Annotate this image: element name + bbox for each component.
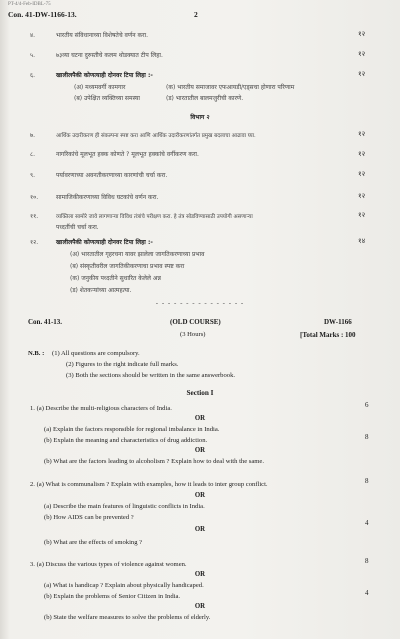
q3a-marks: 8 [365, 557, 369, 565]
mr-q6-opt-a: (अ) मध्यमवर्गी कामगार [74, 84, 126, 91]
mr-q10-num: १०. [30, 194, 39, 201]
q2b-marks: 4 [365, 519, 369, 527]
q1b-alt: (b) What are the factors leading to alcoholism ? Explain how to deal with the same. [44, 458, 264, 465]
section-1-title: Section I [186, 389, 214, 397]
q1a-alt: (a) Explain the factors responsible for regional imbalance in India. [44, 426, 220, 433]
page-number: 2 [194, 10, 198, 19]
mr-q6-opt-b: (ब) उपेक्षित व्यक्तिच्या समस्या [74, 95, 140, 102]
q1a: 1. (a) Describe the multi-religious characters of India. [30, 405, 172, 412]
header-code: Con. 41-DW-1166-13. [8, 10, 77, 19]
con-code: Con. 41-13. [28, 318, 63, 326]
mr-q4-marks: १२ [358, 30, 366, 38]
mr-q8-text: नागरिकांचे मूलभूत हक्क कोणते ? मूलभूत हक्कांचे वर्गीकरण करा. [56, 151, 199, 158]
mr-q6-marks: १२ [358, 70, 366, 78]
q1a-marks: 6 [365, 401, 369, 409]
q2b: (b) How AIDS can be prevented ? [44, 514, 134, 521]
note-1: (1) All questions are compulsory. [52, 350, 140, 357]
mr-q9-marks: १२ [358, 170, 366, 178]
top-code: PT-4/4-Feb-IDBL-75 [8, 2, 51, 7]
nb-label: N.B. : [28, 350, 45, 357]
note-2: (2) Figures to the right indicate full marks. [66, 361, 179, 368]
mr-q9-text: पर्यावरणाच्या अवनतीकरणाच्या कारणांची चर्चा करा. [56, 172, 168, 179]
mr-q11-num: ११. [30, 213, 39, 220]
mr-q4-num: ४. [30, 32, 36, 39]
note-3: (3) Both the sections should be written in the same answerbook. [66, 372, 236, 379]
dw-code: DW-1166 [324, 318, 352, 326]
q3a-alt: (a) What is handicap ? Explain about physically handicaped. [44, 582, 204, 589]
duration: (3 Hours) [180, 331, 206, 338]
or-q2b: OR [194, 526, 206, 533]
or-q1b: OR [194, 447, 206, 454]
mr-q7-text: आर्थिक उदारीकरण ही संकल्पना स्पष्ट करा आणि आर्थिक उदारीकरणांतर्गत प्रमुख बदलाचा आढावा घ्या. [56, 133, 256, 139]
mr-q11-text2: पध्दतींची चर्चा करा. [56, 224, 99, 231]
mr-q7-num: ७. [30, 132, 36, 139]
q3a: 3. (a) Discuss the various types of violence against women. [30, 561, 187, 568]
mr-q5-text: ७३व्या घटना दुरुस्तीचे कलम थोडक्यात टीप लिहा. [56, 52, 163, 59]
separator-dashes: - - - - - - - - - - - - - - - [155, 299, 245, 307]
mr-q10-text: सामाजिकीकरणाच्या विविध घटकांचे वर्णन करा. [56, 194, 159, 201]
mr-q6-opt-c: (क) भारतीय समाजावर एफआयडी/एड्सचा होणारा परिणाम [166, 84, 295, 91]
or-q3a: OR [194, 571, 206, 578]
course-label: (OLD COURSE) [170, 318, 221, 326]
q2a: 2. (a) What is communalism ? Explain with examples, how it leads to inter group conflict. [30, 481, 268, 488]
mr-q5-marks: १२ [358, 50, 366, 58]
mr-q4-text: भारतीय संविधानाच्या विशेषतेचे वर्णन करा. [56, 32, 148, 39]
total-marks: [Total Marks : 100 [300, 331, 356, 339]
or-q1a: OR [194, 415, 206, 422]
mr-q10-marks: १२ [358, 192, 366, 200]
q1b: (b) Explain the meaning and characteristics of drug addiction. [44, 437, 208, 444]
mr-q6-num: ६. [30, 72, 36, 79]
or-q2a: OR [194, 492, 206, 499]
mr-q9-num: ९. [30, 172, 36, 179]
mr-section-title: विभाग २ [190, 114, 210, 121]
q2b-alt: (b) What are the effects of smoking ? [44, 539, 143, 546]
mr-q12-num: १२. [30, 239, 39, 246]
q3b-alt: (b) State the welfare measures to solve the problems of elderly. [44, 614, 211, 621]
q3b-marks: 4 [365, 589, 369, 597]
mr-q12-opt-b: (ब) संस्कृतीवरील जागतिकीकरणाचा प्रभाव स्पष्ट करा [70, 263, 185, 270]
q3b: (b) Explain the problems of Senior Citizen in India. [44, 593, 181, 600]
q1b-marks: 8 [365, 433, 369, 441]
mr-q12-opt-d: (ड) शेतकऱ्यांच्या आत्महत्या. [70, 287, 132, 294]
mr-q11-marks: १२ [358, 211, 366, 219]
q2a-marks: 8 [365, 477, 369, 485]
mr-q8-num: ८. [30, 151, 36, 158]
mr-q7-marks: १२ [358, 130, 366, 138]
mr-q12-opt-c: (क) जनुकीय पध्दतीने सुधारित केलेले अन्न [70, 275, 161, 282]
q2a-alt: (a) Describe the main features of linguistic conflicts in India. [44, 503, 205, 510]
mr-q12-opt-a: (अ) भारतातील गृहरचना यावर झालेला जागतिकरणाच्या प्रभाव [70, 251, 205, 258]
mr-q6-opt-d: (ड) भारतातील बालमजुरीची कारणे. [166, 95, 244, 102]
mr-q12-text: खालीलपैकी कोणत्याही दोनवर टिपा लिहा :- [56, 239, 153, 246]
mr-q12-marks: १४ [358, 237, 366, 245]
mr-q8-marks: १२ [358, 150, 366, 158]
mr-q6-text: खालीलपैकी कोणत्याही दोनवर टिपा लिहा :- [56, 72, 153, 79]
mr-q11-text: व्यक्तिला सामोरे जावे लागणाऱ्या विविध तंत्रांचे परीक्षण करा. हे तंत्र सोडविण्यासाठी उपयोगी असणाऱ्या [56, 214, 253, 220]
mr-q5-num: ५. [30, 52, 36, 59]
or-q3b: OR [194, 603, 206, 610]
